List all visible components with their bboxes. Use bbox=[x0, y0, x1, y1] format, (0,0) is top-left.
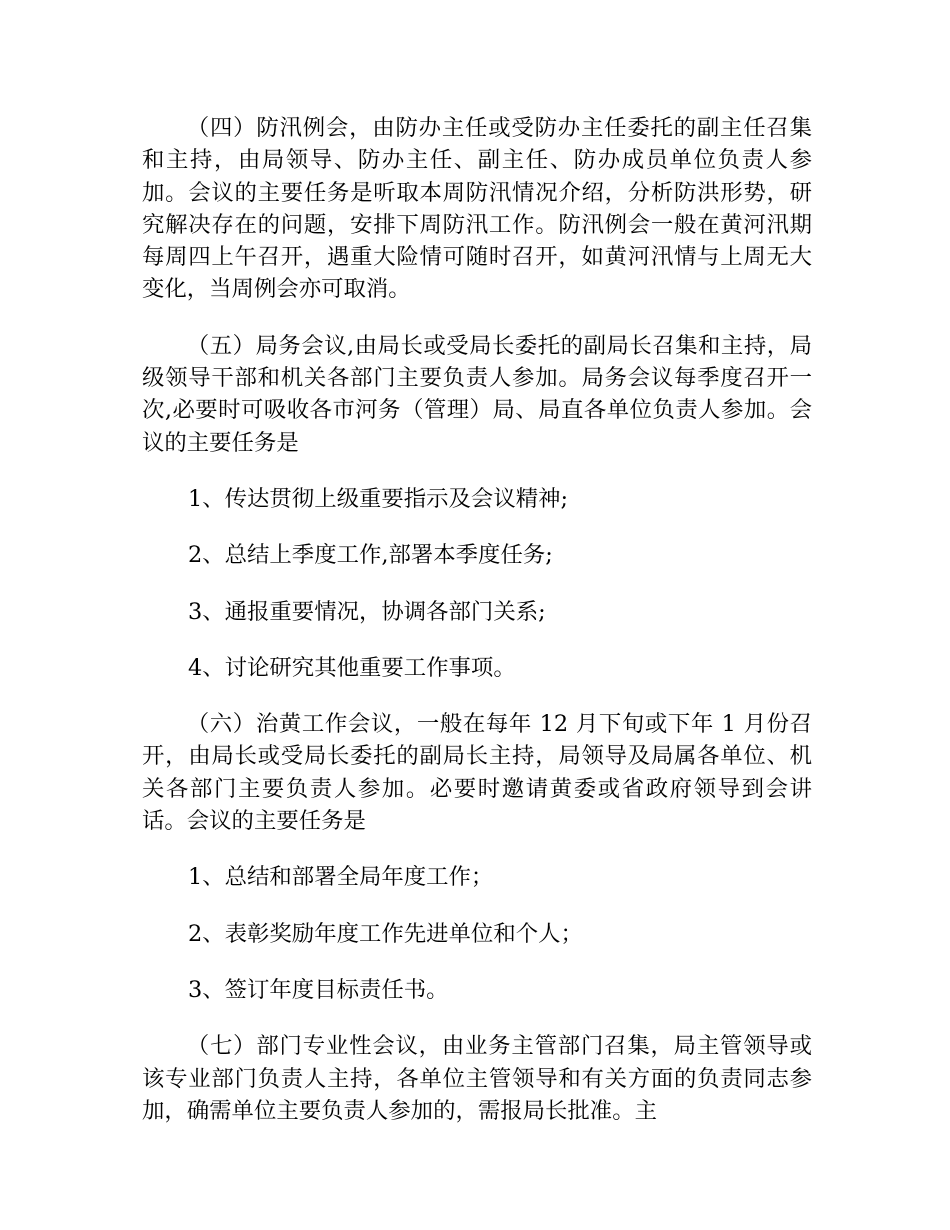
list-item: 2、总结上季度工作,部署本季度任务; bbox=[188, 542, 553, 569]
paragraph-department-meeting: （七）部门专业性会议，由业务主管部门召集，局主管领导或该专业部门负责人主持，各单位主管领导和有关方面的负责同志参加，确需单位主要负责人参加的，需报局长批准。主 bbox=[142, 1033, 812, 1124]
list-item: 4、讨论研究其他重要工作事项。 bbox=[188, 654, 516, 681]
paragraph-river-work-meeting: （六）治黄工作会议，一般在每年 12 月下旬或下年 1 月份召开，由局长或受局长委托的副局长主持，局领导及局属各单位、机关各部门主要负责人参加。必要时邀请黄委或省政府领导到会讲话。会议的主要任务是 bbox=[142, 711, 812, 835]
paragraph-bureau-meeting: （五）局务会议,由局长或受局长委托的副局长召集和主持，局级领导干部和机关各部门主要负责人参加。局务会议每季度召开一次,必要时可吸收各市河务（管理）局、局直各单位负责人参加。会议的主要任务是 bbox=[142, 332, 812, 456]
list-item: 3、通报重要情况，协调各部门关系; bbox=[188, 598, 546, 625]
list-item: 1、总结和部署全局年度工作； bbox=[188, 864, 494, 891]
list-item: 3、签订年度目标责任书。 bbox=[188, 976, 449, 1003]
list-item: 2、表彰奖励年度工作先进单位和个人； bbox=[188, 920, 583, 947]
paragraph-flood-meeting: （四）防汛例会，由防办主任或受防办主任委托的副主任召集和主持，由局领导、防办主任、副主任、防办成员单位负责人参加。会议的主要任务是听取本周防汛情况介绍，分析防洪形势，研究解决存在的问题，安排下周防汛工作。防汛例会一般在黄河汛期每周四上午召开，遇重大险情可随时召开，如黄河汛情与上周无大变化，当周例会亦可取消。 bbox=[142, 115, 812, 303]
list-item: 1、传达贯彻上级重要指示及会议精神; bbox=[188, 485, 569, 512]
document-body bbox=[142, 112, 812, 1127]
